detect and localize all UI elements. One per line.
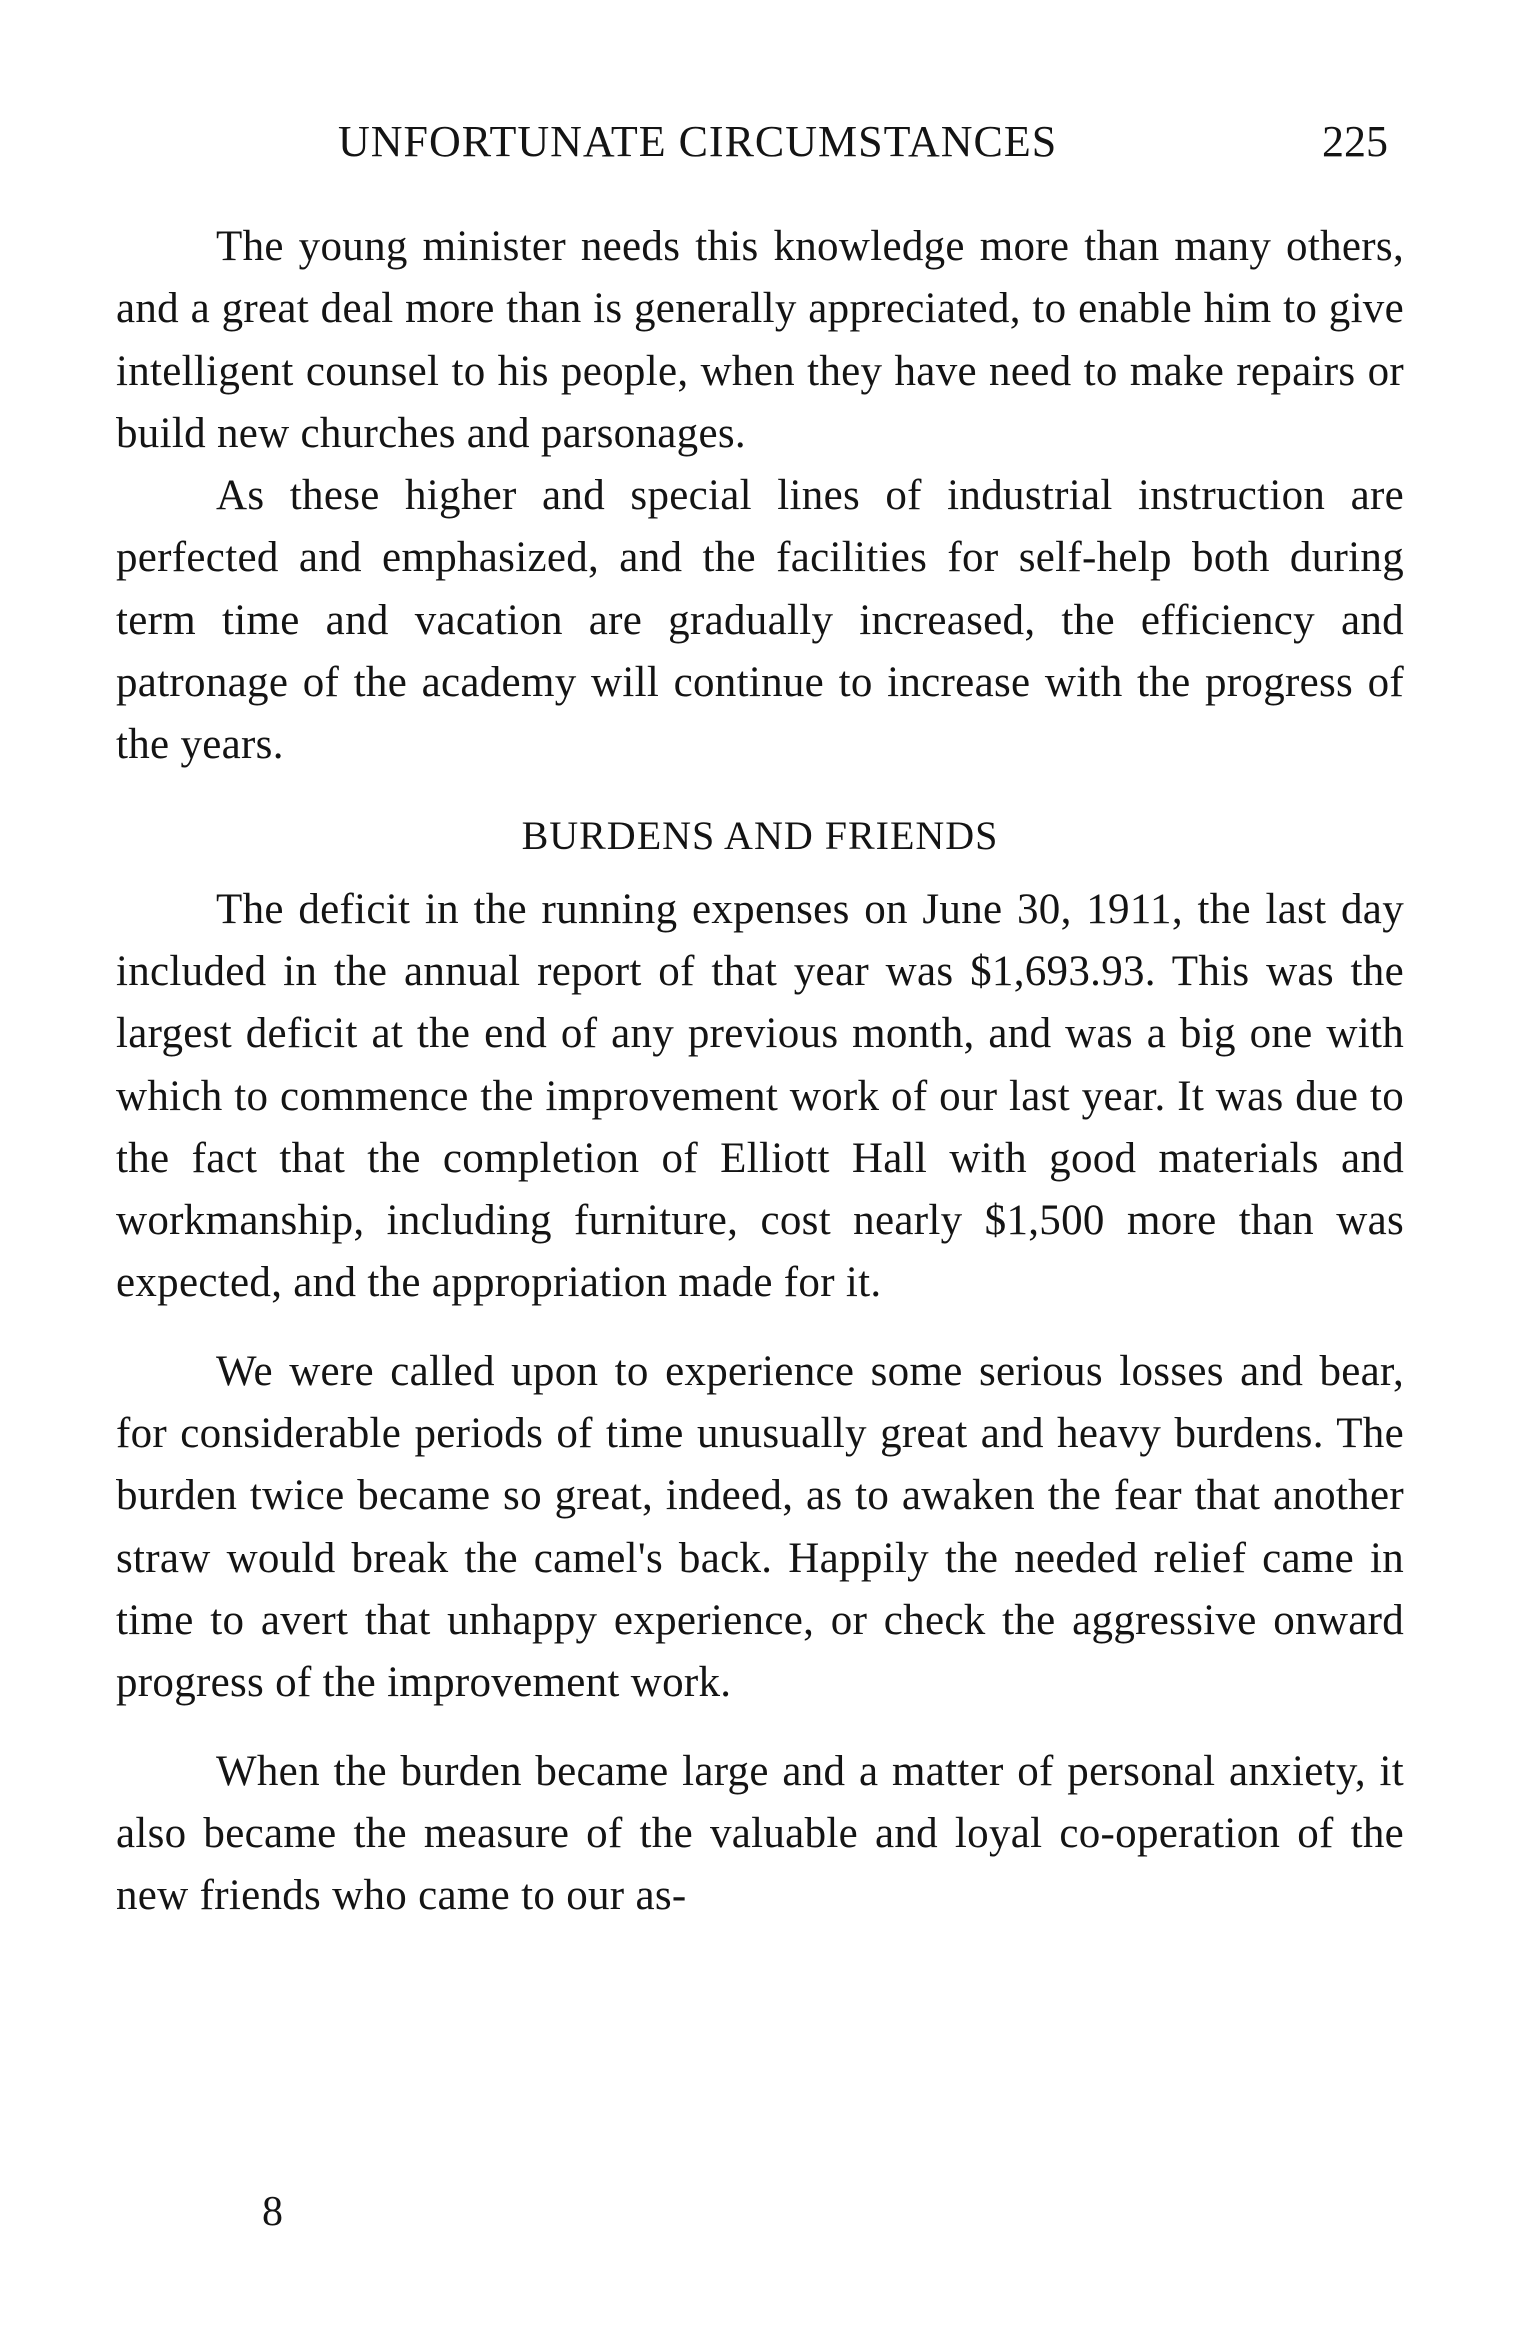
- chapter-title: UNFORTUNATE CIRCUMSTANCES: [338, 117, 1058, 166]
- body-text: [116, 216, 1404, 1927]
- section-heading: BURDENS AND FRIENDS: [521, 812, 999, 858]
- page-number: 225: [1322, 117, 1388, 166]
- paragraph-deficit: The deficit in the running expenses on June 30, 1911, the last day included in the annual report of that year was $1,693.93. This was the largest deficit at the end of any previous month, and was a big one with which to commence the improvement work of our last year. It was due to the fact that the completion of Elliott Hall with good materials and workmanship, including furniture, cost nearly $1,500 more than was expected, and the appropriation made for it.: [116, 885, 1404, 1307]
- paragraph-losses: We were called upon to experience some serious losses and bear, for considerable periods of time unusually great and heavy burdens. The burden twice became so great, indeed, as to awaken the fear that another straw would break the camel's back. Happily the needed relief came in time to avert that unhappy experience, or check the aggressive onward progress of the improvement work.: [116, 1347, 1404, 1707]
- paragraph-burden: When the burden became large and a matter of personal anxiety, it also became the measure of the valuable and loyal co-operation of the new friends who came to our as-: [116, 1747, 1404, 1920]
- paragraph-industrial-instruction: As these higher and special lines of industrial instruction are perfected and emphasized, and the facilities for self-help both during term time and vacation are gradually increased, the efficiency and patronage of the academy will continue to increase with the progress of the years.: [116, 472, 1404, 769]
- running-head: [338, 112, 1388, 172]
- signature-mark: 8: [262, 2189, 283, 2235]
- paragraph-young-minister: The young minister needs this knowledge more than many others, and a great deal more than is generally appreciated, to enable him to give intelligent counsel to his people, when they have need to make repairs or build new churches and parsonages.: [116, 223, 1404, 457]
